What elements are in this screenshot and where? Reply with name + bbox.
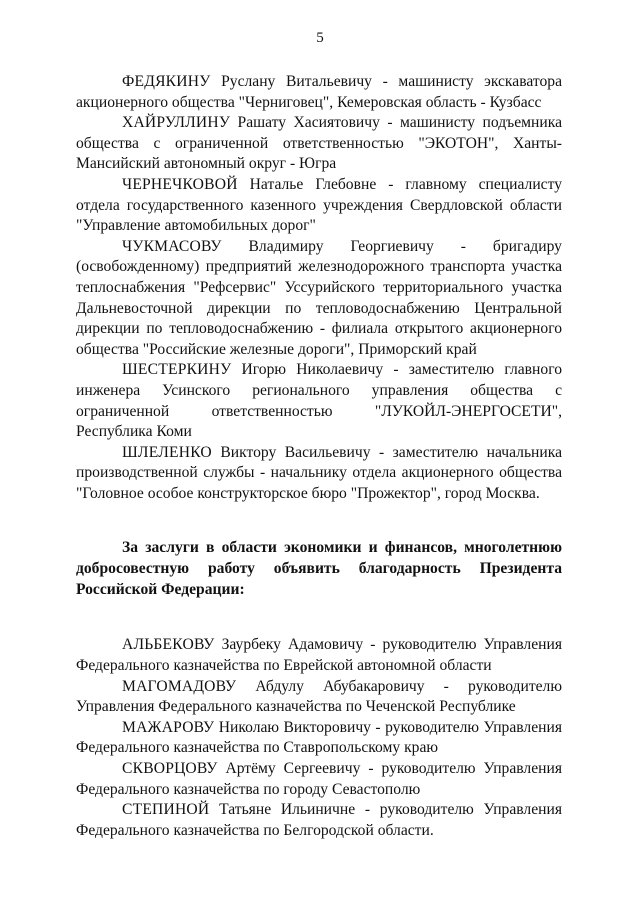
awards-list-1: [76, 72, 562, 504]
award-details: Игорю Николаевичу - заместителю главного инженера Усинского регионального управления общества с ограниченной ответственностью "ЛУКОЙЛ-ЭНЕРГОСЕТИ", Республика Коми: [76, 361, 562, 441]
award-entry: [76, 72, 562, 113]
award-surname: ШЕСТЕРКИНУ: [122, 361, 232, 379]
document-body: [76, 72, 562, 841]
page-number: 5: [316, 30, 324, 46]
award-entry: [76, 113, 562, 175]
award-entry: [76, 677, 562, 718]
award-surname: СТЕПИНОЙ: [122, 801, 210, 819]
award-details: Владимиру Георгиевичу - бригадиру (освобожденному) предприятий железнодорожного транспорта участка теплоснабжения "Рефсервис" Уссурийского территориального участка Дальневосточной дирекции по тепловодоснабжению Центральной дирекции по тепловодоснабжению - филиала открытого акционерного общества "Российские железные дороги", Приморский край: [76, 237, 562, 358]
award-entry: [76, 800, 562, 841]
award-details: Заурбеку Адамовичу - руководителю Управления Федерального казначейства по Еврейской автономной области: [76, 636, 562, 675]
award-surname: СКВОРЦОВУ: [122, 760, 218, 778]
award-surname: ЧУКМАСОВУ: [122, 237, 222, 255]
award-surname: АЛЬБЕКОВУ: [122, 636, 215, 654]
award-surname: ЧЕРНЕЧКОВОЙ: [122, 175, 238, 193]
award-details: Виктору Васильевичу - заместителю начальника производственной службы - начальнику отдела акционерного общества "Головное особое конструкторское бюро "Прожектор", город Москва.: [76, 443, 563, 502]
award-details: Татьяне Ильиничне - руководителю Управления Федерального казначейства по Белгородской области.: [76, 801, 562, 839]
award-entry: [76, 635, 562, 676]
section-heading: За заслуги в области экономики и финансов, многолетнюю добросовестную работу объявить благодарность Президента Российской Федерации:: [76, 539, 562, 599]
award-details: Абдулу Абубакаровичу - руководителю Управления Федерального казначейства по Чеченской Республике: [76, 677, 562, 716]
award-surname: ФЕДЯКИНУ: [122, 73, 211, 90]
award-details: Николаю Викторовичу - руководителю Управления Федерального казначейства по Ставропольскому краю: [76, 718, 562, 757]
award-details: Рашату Хасиятовичу - машинисту подъемника общества с ограниченной ответственностью "ЭКОТОН", Ханты-Мансийский автономный округ - Югра: [76, 114, 562, 173]
awards-list-2: [76, 635, 562, 841]
award-surname: ХАЙРУЛЛИНУ: [122, 114, 231, 132]
award-entry: [76, 237, 562, 361]
award-entry: [76, 759, 562, 800]
award-entry: [76, 443, 562, 505]
award-entry: [76, 175, 562, 237]
award-entry: [76, 718, 562, 759]
award-details: Наталье Глебовне - главному специалисту отдела государственного казенного учреждения Свердловской области "Управление автомобильных дорог": [76, 175, 563, 235]
award-details: Руслану Витальевичу - машинисту экскаватора акционерного общества "Черниговец", Кемеровская область - Кузбасс: [76, 73, 562, 111]
award-surname: ШЛЕЛЕНКО: [122, 443, 212, 461]
award-surname: МАЖАРОВУ: [122, 718, 215, 736]
award-details: Артёму Сергеевичу - руководителю Управления Федерального казначейства по городу Севастополю: [76, 760, 562, 798]
award-entry: [76, 360, 562, 442]
award-surname: МАГОМАДОВУ: [122, 677, 237, 695]
